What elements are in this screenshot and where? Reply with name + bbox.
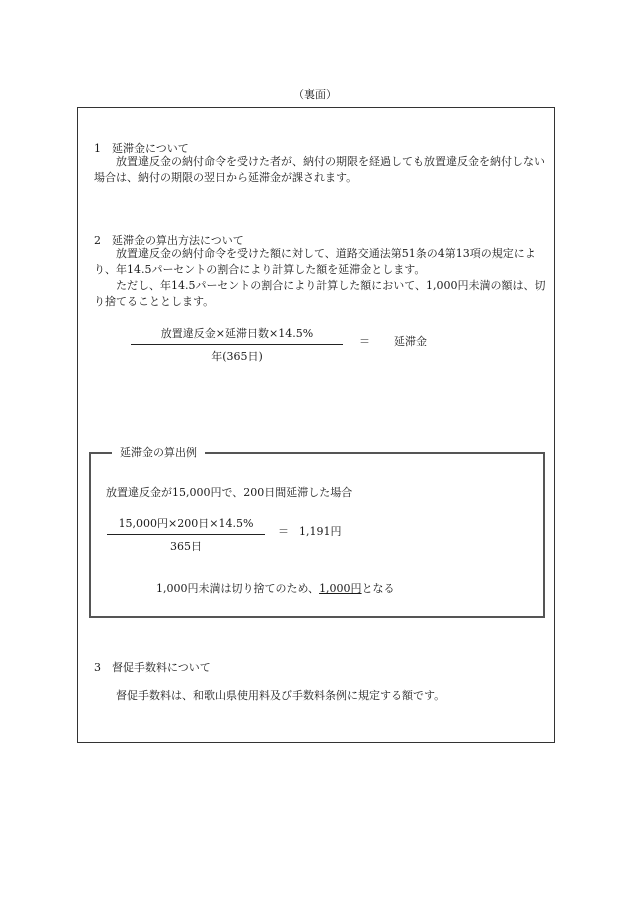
section-3-heading: 3 督促手数料について [94,661,211,674]
example-numerator: 15,000円×200日×14.5% [107,515,265,535]
section-3-body: 督促手数料は、和歌山県使用料及び手数料条例に規定する額です。 [116,689,446,702]
example-denominator: 365日 [170,540,202,553]
example-note-suffix: となる [361,582,395,595]
section-2-body-2: ただし、年14.5パーセントの割合により計算した額において、1,000円未満の額は、切り捨てることとします。 [94,279,546,308]
document-frame [77,107,555,743]
example-note-prefix: 1,000円未満は切り捨てのため、 [156,582,320,595]
formula-result: 延滞金 [394,335,427,348]
example-result: 1,191円 [299,525,342,538]
section-2-heading: 2 延滞金の算出方法について [94,234,244,247]
example-equals: ＝ [278,525,289,538]
example-title: 延滞金の算出例 [112,444,205,460]
section-1-body: 放置違反金の納付命令を受けた者が、納付の期限を経過しても放置違反金を納付しない場合は、納付の期限の翌日から延滞金が課されます。 [94,155,545,184]
formula-numerator: 放置違反金×延滞日数×14.5% [131,325,343,345]
example-note [156,580,395,596]
section-2-body-1: 放置違反金の納付命令を受けた額に対して、道路交通法第51条の4第13項の規定により、年14.5パーセントの割合により計算した額を延滞金とします。 [94,247,536,276]
section-1-heading: 1 延滞金について [94,142,189,155]
example-note-amount: 1,000円 [319,582,362,595]
formula-equals: ＝ [359,335,370,348]
example-fraction [107,515,265,554]
example-case: 放置違反金が15,000円で、200日間延滞した場合 [106,486,353,499]
formula-denominator: 年(365日) [211,350,263,363]
page-label: （裏面） [293,88,337,101]
formula-fraction [131,325,343,364]
